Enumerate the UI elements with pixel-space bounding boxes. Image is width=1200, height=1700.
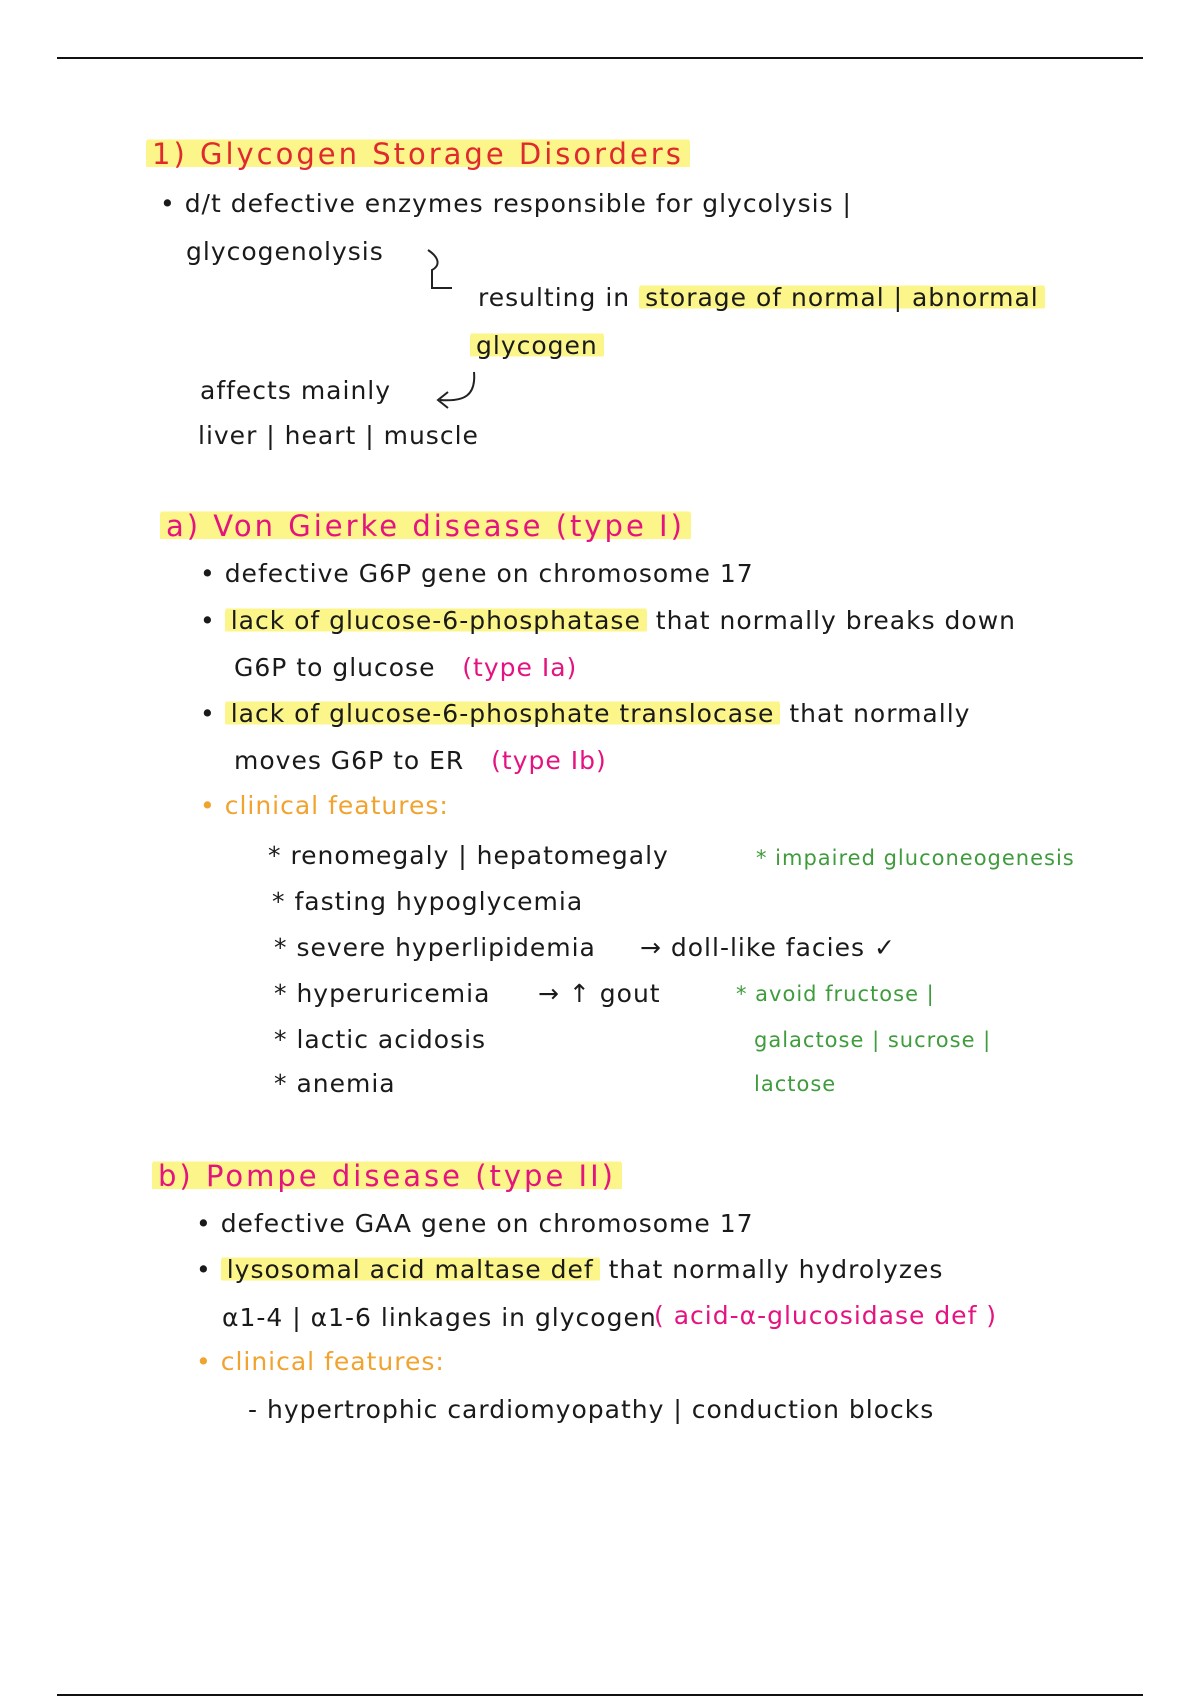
side-note-avoid-2: galactose | sucrose | [754, 1028, 992, 1052]
feature-hyperlipidemia: * severe hyperlipidemia [274, 933, 596, 962]
hyperlipidemia-note: → doll-like facies ✓ [640, 933, 896, 962]
feature-hypoglycemia: * fasting hypoglycemia [272, 887, 584, 916]
section-b-note: ( acid-α-glucosidase def ) [654, 1301, 998, 1330]
section-b-bullet-2: • lysosomal acid maltase def that normally hydrolyzes [196, 1255, 944, 1284]
section-b-bullet-2-line-2: α1-4 | α1-6 linkages in glycogen [222, 1303, 657, 1332]
section-b-clinical-heading: • clinical features: [196, 1347, 445, 1376]
side-note-avoid-3: lactose [754, 1072, 837, 1096]
section-a-bullet-3-line-2: moves G6P to ER (type Ib) [234, 746, 607, 775]
result-highlight: storage of normal | abnormal [639, 283, 1045, 312]
feature-renomegaly: * renomegaly | hepatomegaly [268, 841, 669, 870]
section-a-clinical-heading: • clinical features: [200, 791, 449, 820]
side-note-impaired: * impaired gluconeogenesis [756, 846, 1075, 870]
section-b-bullet-1: • defective GAA gene on chromosome 17 [196, 1209, 754, 1238]
section-b-feature-1: - hypertrophic cardiomyopathy | conduction blocks [248, 1395, 935, 1424]
section-a-bullet-1: • defective G6P gene on chromosome 17 [200, 559, 754, 588]
section-a-title: a) Von Gierke disease (type I) [160, 510, 691, 542]
feature-lactic-acidosis: * lactic acidosis [274, 1025, 487, 1054]
section-a-bullet-2: • lack of glucose-6-phosphatase that normally breaks down [200, 606, 1017, 635]
section-a-bullet-2-line-2: G6P to glucose (type Ia) [234, 653, 578, 682]
side-note-avoid-1: * avoid fructose | [736, 982, 935, 1006]
section-b-title: b) Pompe disease (type II) [152, 1160, 622, 1192]
feature-anemia: * anemia [274, 1069, 396, 1098]
section-1-affects: affects mainly [200, 376, 392, 405]
section-1-line-1: • d/t defective enzymes responsible for glycolysis | [160, 189, 852, 218]
feature-hyperuricemia: * hyperuricemia [274, 979, 491, 1008]
result-prefix: resulting in [478, 283, 631, 312]
hyperuricemia-note: → ↑ gout [538, 979, 661, 1008]
section-1-title: 1) Glycogen Storage Disorders [146, 138, 690, 170]
section-1-result-2: glycogen [470, 330, 604, 362]
bottom-rule [57, 1694, 1143, 1696]
section-1-line-2: glycogenolysis [186, 237, 384, 266]
section-1-organs: liver | heart | muscle [198, 421, 479, 450]
section-a-bullet-3: • lack of glucose-6-phosphate translocase that normally [200, 699, 971, 728]
